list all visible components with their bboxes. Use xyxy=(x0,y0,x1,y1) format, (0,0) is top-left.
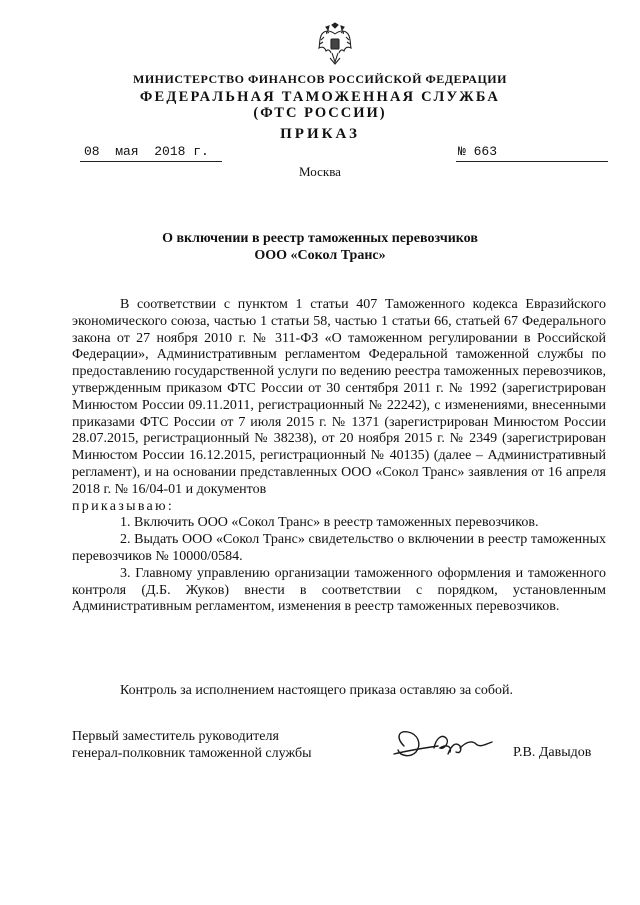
order-number: № 663 xyxy=(458,144,498,159)
order-number-field xyxy=(458,144,497,159)
order-word: приказываю: xyxy=(72,498,175,514)
order-item-2: 2. Выдать ООО «Сокол Транс» свидетельство о включении в реестр таможенных перевозчиков № 10000/0584. xyxy=(72,532,606,564)
preamble-paragraph: В соответствии с пунктом 1 статьи 407 Таможенного кодекса Евразийского экономического союза, частью 1 статьи 58, частью 1 статьи 66, статьей 67 Федерального закона от 27 ноября 2010 г. № 311-ФЗ «О таможенном регулировании в Российской Федерации», Административным регламентом Федеральной таможенной службы по предоставлению государственной услуги по ведению реестра таможенных перевозчиков, утвержденным приказом ФТС России от 30 сентября 2011 г. № 1992 (зарегистрирован Минюстом России 09.11.2011, регистрационный № 22242), с изменениями, внесенными приказами ФТС России от 7 июля 2015 г. № 1371 (зарегистрирован Минюстом России 28.07.2015, регистрационный № 38238), от 20 ноября 2015 г. № 2349 (зарегистрирован Минюстом России 16.12.2015, регистрационный № 40135) (далее – Административный регламент), и на основании представленных ООО «Сокол Транс» заявления от 16 апреля 2018 г. № 16/04-01 и документов xyxy=(72,297,606,497)
ministry-heading: МИНИСТЕРСТВО ФИНАНСОВ РОССИЙСКОЙ ФЕДЕРАЦИИ xyxy=(133,72,507,86)
order-item-3: 3. Главному управлению организации таможенного оформления и таможенного контроля (Д.Б. Жуков) внести в соответствии с порядком, установленным Административным регламентом, изменения в реестр таможенных перевозчиков. xyxy=(72,565,606,615)
handwritten-signature-icon xyxy=(390,724,500,768)
order-body xyxy=(72,297,606,616)
order-title-line1: О включении в реестр таможенных перевозчиков xyxy=(162,231,478,246)
signatory-position-line1: Первый заместитель руководителя xyxy=(72,729,279,744)
number-underline xyxy=(456,161,608,162)
date-underline xyxy=(80,161,222,162)
order-item-1: 1. Включить ООО «Сокол Транс» в реестр таможенных перевозчиков. xyxy=(120,515,539,531)
signatory-name: Р.В. Давыдов xyxy=(513,745,592,760)
order-date-field xyxy=(84,144,209,159)
signatory-position xyxy=(72,729,311,763)
coat-of-arms-emblem-icon xyxy=(316,22,354,66)
document-type-heading: ПРИКАЗ xyxy=(280,126,360,142)
service-heading: ФЕДЕРАЛЬНАЯ ТАМОЖЕННАЯ СЛУЖБА xyxy=(139,89,501,105)
signatory-position-line2: генерал-полковник таможенной службы xyxy=(72,745,312,761)
city-label: Москва xyxy=(299,164,341,179)
service-abbr-heading: (ФТС РОССИИ) xyxy=(253,105,387,121)
order-title-line2: ООО «Сокол Транс» xyxy=(254,248,386,263)
order-date: 08 мая 2018 г. xyxy=(84,144,209,159)
order-title xyxy=(0,230,640,264)
control-paragraph: Контроль за исполнением настоящего приказа оставляю за собой. xyxy=(120,683,514,698)
